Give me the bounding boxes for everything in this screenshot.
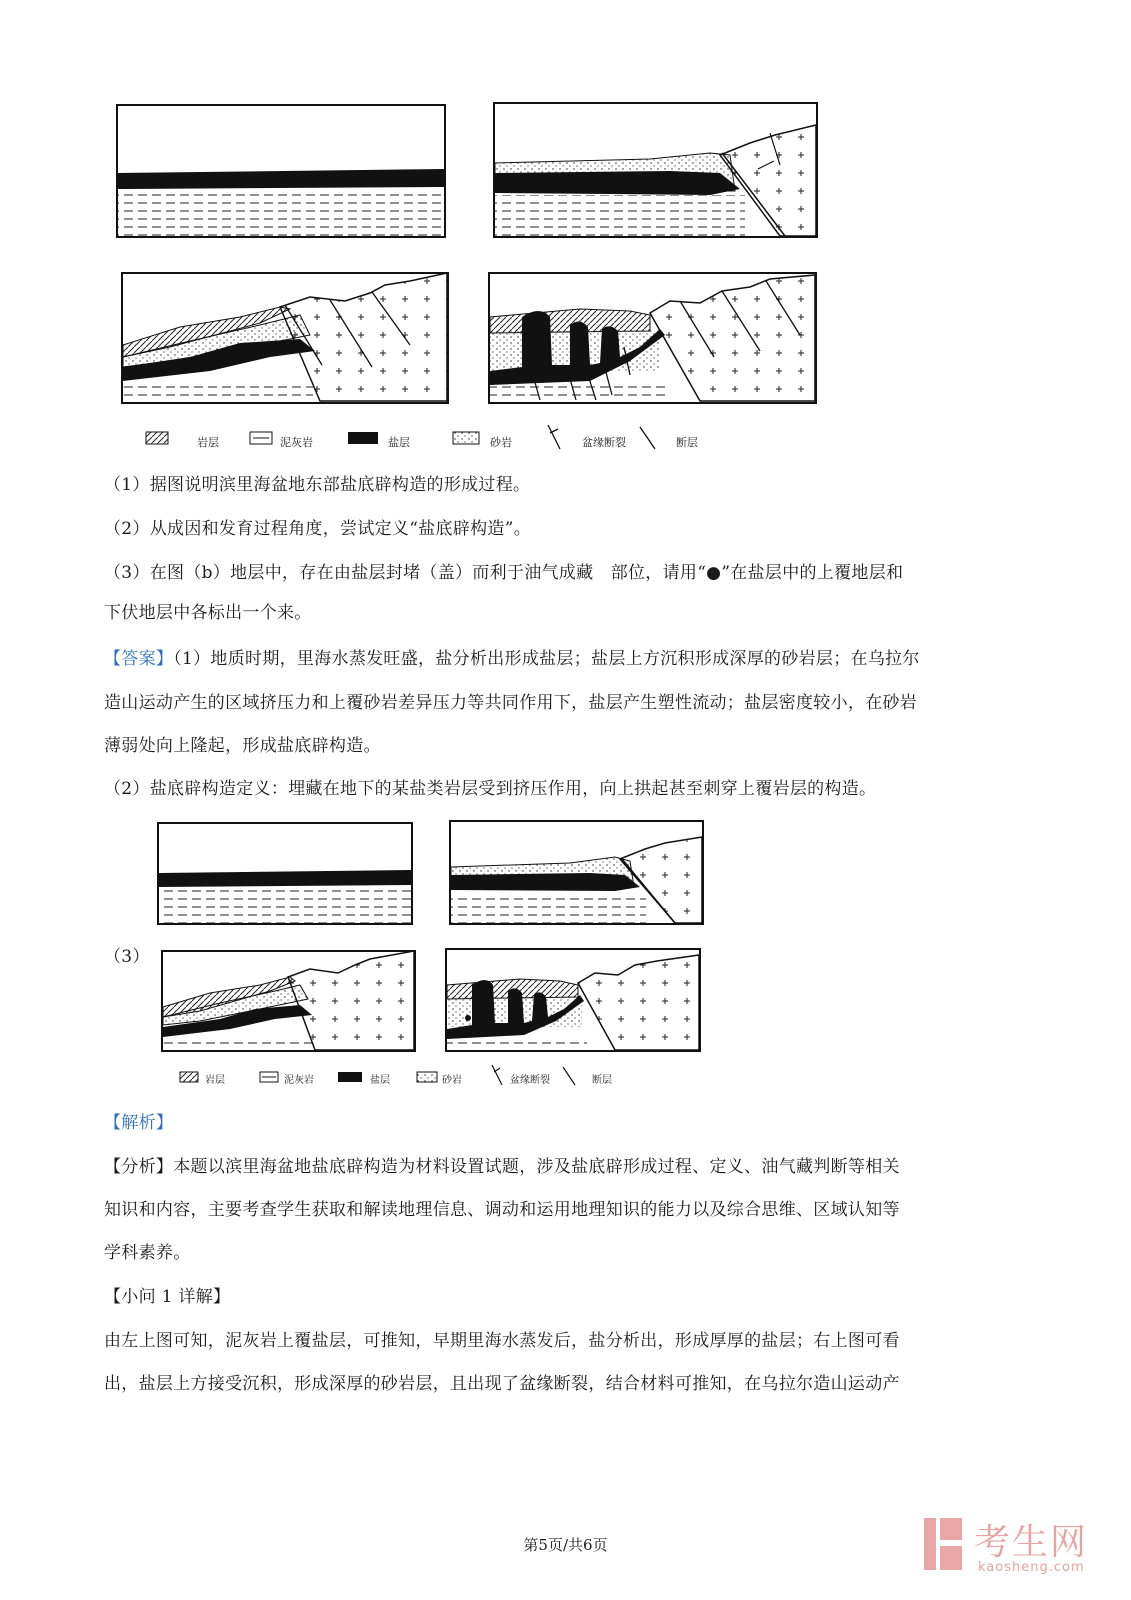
watermark-logo <box>922 1512 1122 1582</box>
watermark-icon <box>922 1516 966 1572</box>
legend-label-sand: 砂岩 <box>490 436 512 449</box>
panel-a4 <box>489 273 816 403</box>
legend-label-yanceng: 岩层 <box>197 436 219 449</box>
answer-3-label: （3） <box>104 947 150 967</box>
legend-label-duanceng: 断层 <box>676 436 698 449</box>
legend-label-salt: 盐层 <box>388 436 410 449</box>
sub1-line2: 出，盐层上方接受沉积，形成深厚的砂岩层，且出现了盆缘断裂，结合材料可推知，在乌拉尔造山运动产 <box>104 1374 900 1394</box>
legend2-label-nihuiyan: 泥灰岩 <box>284 1075 314 1086</box>
page-number: 第5页/共6页 <box>523 1536 608 1554</box>
legend2-label-penyuan: 盆缘断裂 <box>510 1075 550 1086</box>
panel-b1 <box>158 823 412 924</box>
analysis-tag: 【解析】 <box>104 1113 174 1133</box>
answer-tag: 【答案】 <box>104 649 174 669</box>
panel-a2 <box>494 103 817 237</box>
answer-1-line2: 造山运动产生的区域挤压力和上覆砂岩差异压力等共同作用下，盐层产生塑性流动；盐层密度较小，在砂岩 <box>104 693 918 713</box>
question-1: （1）据图说明滨里海盆地东部盐底辟构造的形成过程。 <box>104 475 531 495</box>
analysis-line1: 【分析】本题以滨里海盆地盐底辟构造为材料设置试题，涉及盐底辟形成过程、定义、油气藏判断等相关 <box>104 1157 900 1177</box>
figure-top <box>110 95 840 455</box>
analysis-line3: 学科素养。 <box>104 1243 191 1263</box>
legend-label-nihuiyan: 泥灰岩 <box>280 436 313 449</box>
legend2-label-salt: 盐层 <box>370 1075 390 1086</box>
legend-label-penyuan: 盆缘断裂 <box>582 436 626 449</box>
panel-a3 <box>122 273 448 403</box>
watermark-en: kaosheng.com <box>978 1560 1085 1575</box>
watermark-cn: 考生网 <box>974 1522 1089 1563</box>
answer-1-line1 <box>104 644 920 674</box>
panel-b4 <box>446 949 700 1051</box>
panel-b3 <box>162 951 415 1051</box>
sub1-tag: 【小问 1 详解】 <box>104 1287 231 1307</box>
figure-answer <box>150 815 710 1090</box>
answer-2: （2）盐底辟构造定义：埋藏在地下的某盐类岩层受到挤压作用，向上拱起甚至刺穿上覆岩层的构造。 <box>104 779 877 799</box>
panel-b2 <box>450 821 703 924</box>
sub1-line1: 由左上图可知，泥灰岩上覆盐层，可推知，早期里海水蒸发后，盐分析出，形成厚厚的盐层；右上图可看 <box>104 1331 900 1351</box>
analysis-line2: 知识和内容，主要考查学生获取和解读地理信息、调动和运用地理知识的能力以及综合思维、区域认知等 <box>104 1200 900 1220</box>
legend2-label-yanceng: 岩层 <box>205 1075 225 1086</box>
legend2-label-duanceng: 断层 <box>592 1075 612 1086</box>
panel-a1 <box>117 105 445 237</box>
answer-1-text: （1）地质时期，里海水蒸发旺盛，盐分析出形成盐层；盐层上方沉积形成深厚的砂岩层；在乌拉尔 <box>173 649 920 669</box>
question-3-line2: 下伏地层中各标出一个来。 <box>104 603 312 623</box>
legend2-label-sand: 砂岩 <box>442 1075 462 1086</box>
question-3-line1: （3）在图（b）地层中，存在由盐层封堵（盖）而利于油气成藏 部位，请用“●”在盐层中的上覆地层和 <box>104 563 904 583</box>
question-2: （2）从成因和发育过程角度，尝试定义“盐底辟构造”。 <box>104 519 531 539</box>
answer-1-line3: 薄弱处向上隆起，形成盐底辟构造。 <box>104 736 381 756</box>
